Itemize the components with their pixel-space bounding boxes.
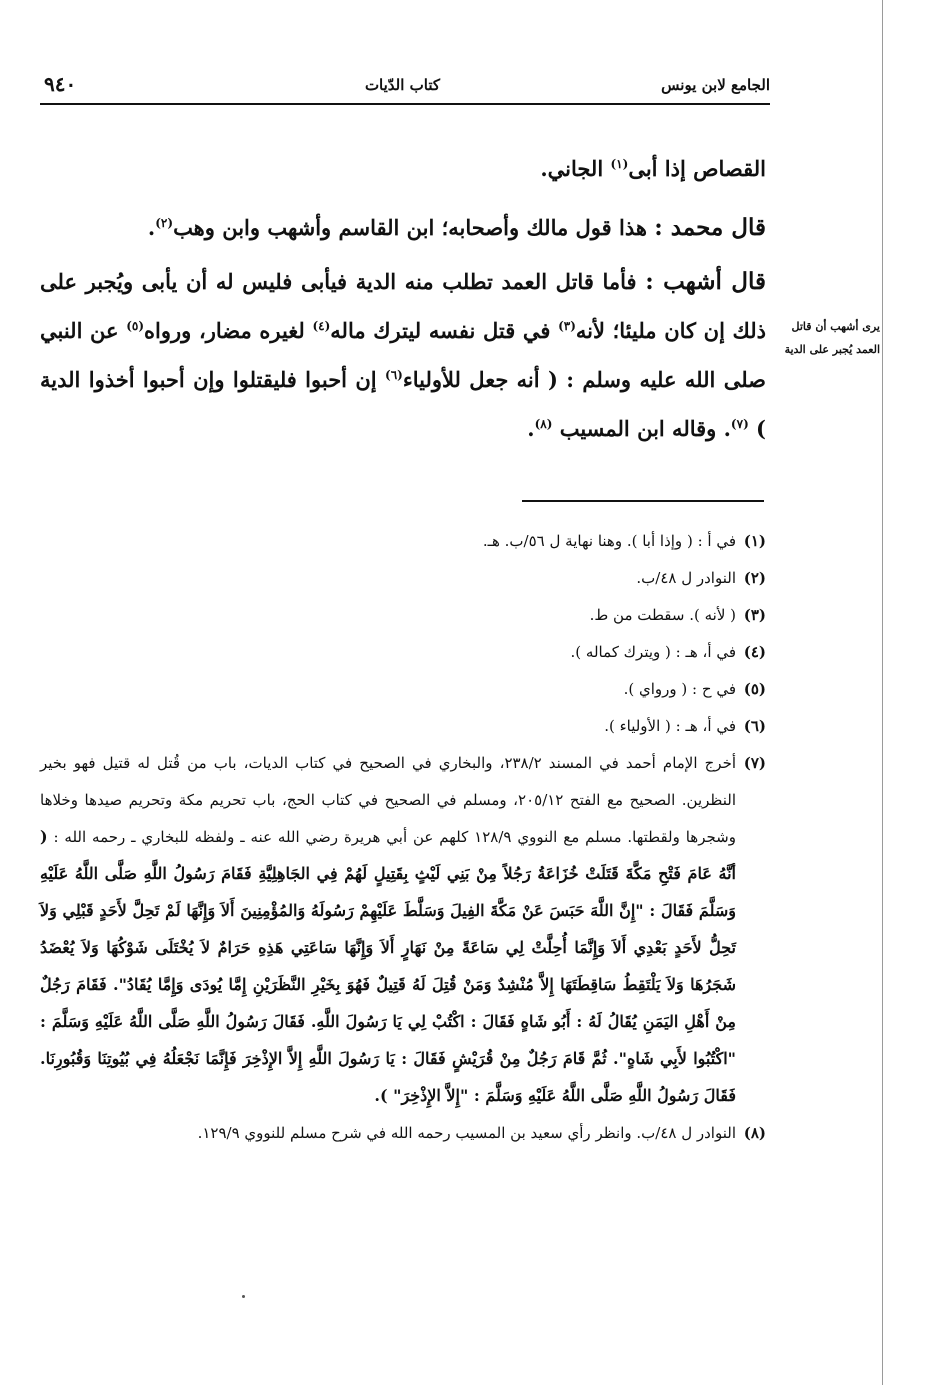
paragraph-2 bbox=[40, 201, 766, 250]
p1-text: القصاص إذا أبى bbox=[628, 156, 766, 181]
page-header bbox=[40, 72, 770, 102]
p3-segment: إن أحبوا فليقتلوا وإن أحبوا أخذوا الدية ) bbox=[40, 367, 766, 441]
footnote-3 bbox=[40, 597, 766, 634]
page-number: ٩٤٠ bbox=[44, 72, 77, 96]
footnote-ref: (٨) bbox=[534, 417, 553, 431]
margin-note bbox=[780, 315, 880, 361]
page-edge-line bbox=[882, 0, 883, 1385]
footnote-number: (٤) bbox=[743, 643, 766, 661]
footnote-text: النوادر ل ٤٨/ب. وانظر رأي سعيد بن المسيب رحمه الله في شرح مسلم للنووي ١٢٩/٩. bbox=[197, 1124, 736, 1142]
footnote-number: (٦) bbox=[743, 717, 766, 735]
footnote-ref: (٦) bbox=[385, 368, 403, 382]
paragraph-1 bbox=[40, 142, 766, 191]
header-rule bbox=[40, 103, 770, 105]
footnote-7 bbox=[40, 745, 766, 1115]
p3-segment: عن النبي صلى الله عليه وسلم : ( أنه جعل للأولياء bbox=[40, 318, 766, 392]
footnote-text: في أ، هـ : ( الأولياء ). bbox=[604, 717, 736, 735]
footnote-text: ( لأنه ). سقطت من ط. bbox=[589, 606, 736, 624]
footnote-number: (٣) bbox=[743, 606, 766, 624]
footnote-ref: (١) bbox=[610, 157, 629, 171]
paragraph-3 bbox=[40, 260, 766, 451]
footnote-4 bbox=[40, 634, 766, 671]
footnote-ref: (٧) bbox=[730, 417, 749, 431]
footnote-number: (٢) bbox=[743, 569, 766, 587]
running-title: الجامع لابن يونس bbox=[661, 76, 770, 94]
footnote-separator bbox=[522, 500, 764, 502]
p3-segment: . وقاله ابن المسيب bbox=[552, 416, 731, 441]
footnote-ref: (٤) bbox=[312, 319, 331, 333]
chapter-title: كتاب الدّيات bbox=[364, 76, 440, 94]
footnote-number: (١) bbox=[743, 532, 766, 550]
footnote-text: النوادر ل ٤٨/ب. bbox=[636, 569, 736, 587]
footnote-8 bbox=[40, 1115, 766, 1152]
margin-note-line-1: يرى أشهب أن قاتل bbox=[791, 320, 880, 333]
p3-segment: فأما قاتل العمد تطلب منه الدية فيأبى فليس له أن يأبى ويُجبر على ذلك إن كان مليئا؛ لأنه bbox=[40, 269, 767, 343]
footnote-text: في أ : ( وإذا أبا ). وهنا نهاية ل ٥٦/ب. هـ. bbox=[482, 532, 736, 550]
p3-segment: لغيره مضار، ورواه bbox=[144, 318, 313, 343]
footnote-text: في ح : ( ورواي ). bbox=[623, 680, 736, 698]
p1-tail: الجاني. bbox=[540, 156, 611, 181]
footnote-ref: (٥) bbox=[126, 319, 145, 333]
scan-speck bbox=[242, 1295, 245, 1298]
footnote-2 bbox=[40, 560, 766, 597]
hadith-quote: ( أنَّهُ عَامَ فَتْحِ مَكَّةَ قَتَلَتْ خُزَاعَةُ رَجُلاً مِنْ بَنِي لَيْثٍ بِقَتِيلٍ لَهُمْ فِي الجَاهِلِيَّةِ فَقَامَ رَسُولُ اللَّهِ صَلَّى اللَّهُ عَلَيْهِ وَسَلَّمَ فَقَالَ : "إِنَّ اللَّهَ حَبَسَ عَنْ مَكَّةَ الفِيلَ وَسَلَّطَ عَلَيْهِمْ رَسُولَهُ وَالمُؤْمِنِينَ أَلاَ وَإِنَّهَا لَمْ تَحِلَّ لأَحَدٍ قَبْلِي وَلاَ تَحِلُّ لأَحَدٍ بَعْدِي أَلاَ وَإِنَّمَا أُحِلَّتْ لِي سَاعَةً مِنْ نَهَارٍ أَلاَ وَإِنَّهَا سَاعَتِي هَذِهِ حَرَامٌ لاَ يُخْتَلَى شَوْكُهَا وَلاَ يُعْضَدُ شَجَرُهَا وَلاَ يَلْتَقِطُ سَاقِطَتَهَا إِلاَّ مُنْشِدٌ وَمَنْ قُتِلَ لَهُ قَتِيلٌ فَهُوَ بِخَيْرِ النَّظَرَيْنِ إِمَّا يُودَى وَإِمَّا يُقَادُ". فَقَامَ رَجُلٌ مِنْ أَهْلِ اليَمَنِ يُقَالُ لَهُ : أَبُو شَاهٍ فَقَالَ : اكْتُبْ لِي يَا رَسُولَ اللَّهِ. فَقَالَ رَسُولُ اللَّهِ صَلَّى اللَّهُ عَلَيْهِ وَسَلَّمَ : "اكْتُبُوا لأَبِي شَاهٍ". ثُمَّ قَامَ رَجُلٌ مِنْ قُرَيْشٍ فَقَالَ : يَا رَسُولَ اللَّهِ إِلاَّ الإِذْخِرَ فَإِنَّمَا نَجْعَلُهُ فِي بُيُوتِنَا وَقُبُورِنَا. فَقَالَ رَسُولُ اللَّهِ صَلَّى اللَّهُ عَلَيْهِ وَسَلَّمَ : "إِلاَّ الإِذْخِرَ" ). bbox=[40, 827, 737, 1105]
p2-text: هذا قول مالك وأصحابه؛ ابن القاسم وأشهب وابن وهب bbox=[173, 215, 655, 240]
footnote-text: أخرج الإمام أحمد في المسند ٢٣٨/٢، والبخاري في الصحيح في كتاب الديات، باب من قُتل له قتيل فهو بخير النظرين. الصحيح مع الفتح ٢٠٥/١٢، ومسلم في الصحيح في كتاب الحج، باب تحريم مكة وتحريم صيدها وخلاها وشجرها ولقطتها. مسلم مع النووي ١٢٨/٩ كلهم عن أبي هريرة رضي الله عنه ـ ولفظه للبخاري ـ رحمه الله : bbox=[40, 754, 737, 846]
footnote-ref: (٢) bbox=[155, 216, 174, 230]
p3-segment: . bbox=[527, 416, 535, 441]
main-text bbox=[40, 142, 766, 461]
footnote-number: (٥) bbox=[743, 680, 766, 698]
footnote-text-block bbox=[40, 745, 736, 1115]
margin-note-line-2: العمد يُجبر على الدية bbox=[784, 343, 880, 356]
footnote-6 bbox=[40, 708, 766, 745]
speaker-muhammad: قال محمد : bbox=[654, 214, 766, 241]
footnotes bbox=[40, 523, 766, 1152]
p3-segment: في قتل نفسه ليترك ماله bbox=[330, 318, 559, 343]
footnote-text: في أ، هـ : ( ويترك كماله ). bbox=[570, 643, 736, 661]
footnote-number: (٨) bbox=[743, 1124, 766, 1142]
footnote-1 bbox=[40, 523, 766, 560]
footnote-number: (٧) bbox=[743, 754, 766, 772]
footnote-ref: (٣) bbox=[558, 319, 576, 333]
footnote-5 bbox=[40, 671, 766, 708]
p2-tail: . bbox=[147, 215, 156, 240]
speaker-ashhab: قال أشهب : bbox=[645, 268, 766, 295]
